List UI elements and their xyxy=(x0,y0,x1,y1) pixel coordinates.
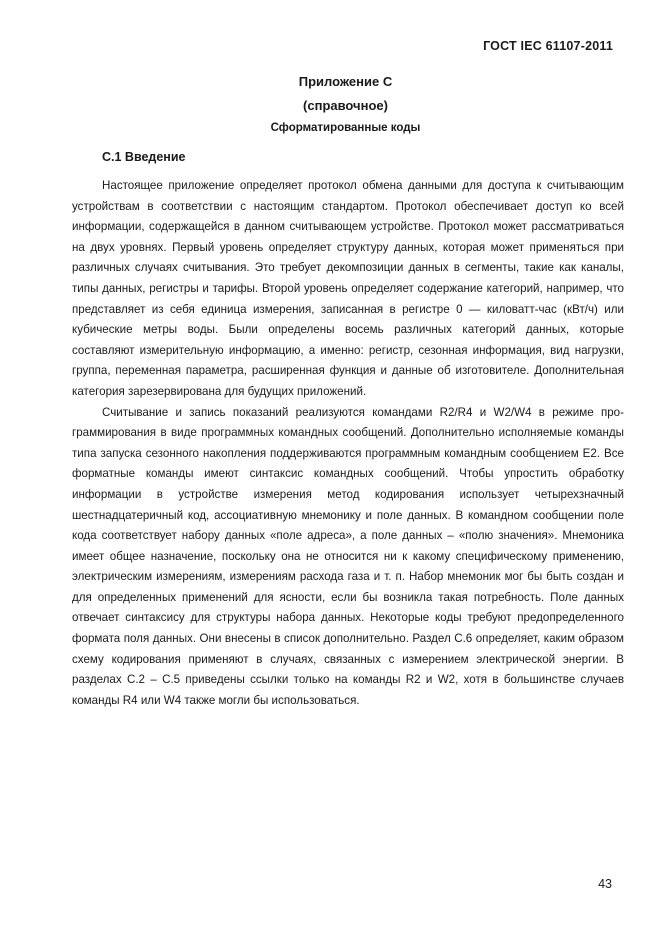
page-number: 43 xyxy=(598,877,612,891)
paragraph-intro: Настоящее приложение определяет протокол обмена данными для доступа к считывающим устройствам в соответствии с настоящим стандартом. Протокол обеспечивает доступ ко всей информации, содержащейся в данном считывающем устройстве. Протокол может рассматриваться на двух уровнях. Первый уровень определяет структуру данных, которая может применяться при различных случаях считывания. Это требует декомпозиции данных в сегменты, такие как каналы, типы данных, регистры и тарифы. Второй уровень определяет содержание категорий, например, что представляет из себя единица измерения, записанная в регистре 0 — киловатт-час (кВт/ч) или кубические метры воды. Были определены восемь различных категорий данных, которые составляют измерительную информацию, а именно: регистр, сезонная информация, вид нагрузки, группа, переменная параметра, расширенная функция и данные об изготовителе. Дополнительная категория зарезервирована для будущих приложений. xyxy=(72,179,624,398)
standard-header: ГОСТ IEC 61107-2011 xyxy=(483,39,613,53)
annex-type: (справочное) xyxy=(303,98,388,113)
annex-caption: Сформатированные коды xyxy=(270,122,421,134)
body-text xyxy=(72,176,624,711)
section-heading: С.1 Введение xyxy=(102,150,186,164)
paragraph-commands: Считывание и запись показаний реализуются командами R2/R4 и W2/W4 в режиме программирования в виде программных командных сообщений. Дополнительно исполняемые команды типа запуска сезонного накопления поддерживаются программным командным сообщением E2. Все форматные команды имеют синтаксис командных сообщений. Чтобы упростить обработку информации в устройстве измерения метод кодирования использует четырехзначный шестнадцатеричный код, ассоциативную мнемонику и поле данных. В командном сообщении поле кода соответствует набору данных «поле адреса», а поле данных – «полю значения». Мнемоника имеет общее назначение, поскольку она не относится ни к какому специфическому применению, электрическим измерениям, измерениям расхода газа и т. п. Набор мнемоник мог бы быть создан и для определенных применений для ясности, если бы возникла такая потребность. Поле данных отвечает синтаксису для структуры набора данных. Некоторые коды требуют предопределенного формата поля данных. Они внесены в список дополнительно. Раздел С.6 определяет, каким образом схему кодирования применяют в случаях, связанных с измерением электрической энергии. В разделах С.2 – С.5 приведены ссылки только на команды R2 и W2, хотя в большинстве случаев команды R4 или W4 также могли бы использоваться. xyxy=(72,405,624,707)
annex-title: Приложение С xyxy=(298,74,393,89)
